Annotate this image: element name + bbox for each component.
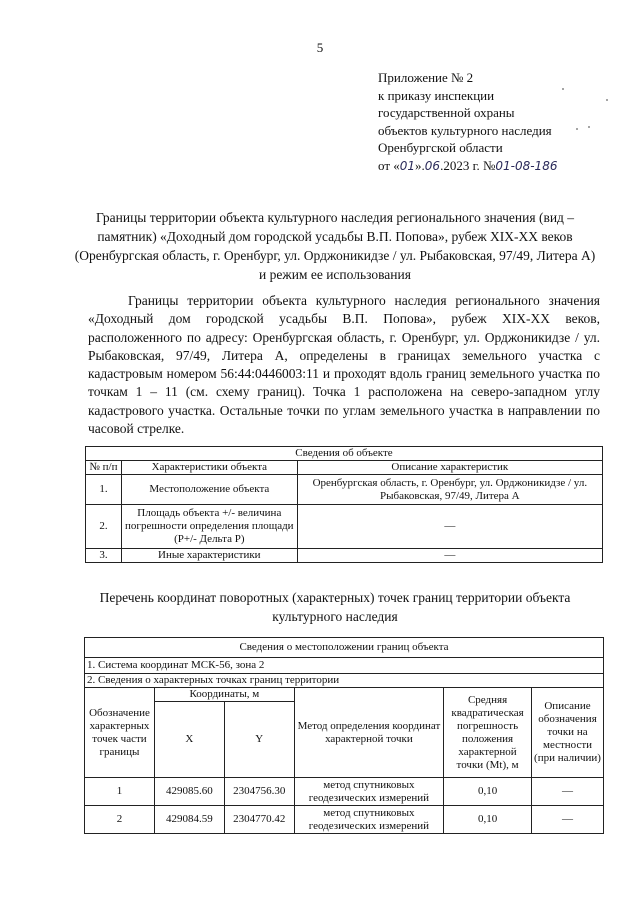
table-row — [86, 505, 603, 549]
order-date-line — [378, 157, 628, 176]
row-name: Местоположение объекта — [121, 475, 297, 505]
body-paragraph: Границы территории объекта культурного наследия регионального значения «Доходный дом городской усадьбы В.П. Попова», рубеж XIX-XX веков, расположенного по адресу: Оренбургская область, г. Оренбург, ул. Орджоникидзе / ул. Рыбаковская, 97/49, Литера А, определены в границах земельного участка с кадастровым номером 56:44:0446003:11 и проходят вдоль границ земельного участка по точкам 1 – 11 (см. схему границ). Точка 1 расположена на северо-западном углу кадастрового участка. Остальные точки по углам земельного участка в направлении по часовой стрелке. — [88, 293, 600, 437]
point-id: 1 — [85, 778, 155, 806]
scan-speck — [576, 128, 578, 130]
appendix-line: Оренбургской области — [378, 140, 503, 155]
row-number: 2. — [86, 505, 122, 549]
error: 0,10 — [444, 778, 532, 806]
page-number: 5 — [316, 40, 324, 55]
coord-y: 2304756.30 — [224, 778, 294, 806]
column-header: Описание обозначения точки на местности (при наличии) — [532, 688, 604, 778]
handwritten-order-number: 01-08-186 — [495, 158, 558, 173]
table-row — [85, 806, 604, 834]
row-desc: — — [297, 549, 602, 563]
coord-x: 429084.59 — [154, 806, 224, 834]
coordinate-system: 1. Система координат МСК-56, зона 2 — [85, 658, 604, 674]
column-header: Метод определения координат характерной точки — [294, 688, 443, 778]
table-row — [85, 778, 604, 806]
row-desc: — — [297, 505, 602, 549]
table-row — [86, 475, 603, 505]
table-row — [86, 549, 603, 563]
row-desc: Оренбургская область, г. Оренбург, ул. Орджоникидзе / ул. Рыбаковская, 97/49, Литера А — [297, 475, 602, 505]
object-info-table — [85, 446, 603, 563]
method: метод спутниковых геодезических измерений — [294, 778, 443, 806]
error: 0,10 — [444, 806, 532, 834]
appendix-line: государственной охраны — [378, 105, 515, 120]
document-title: Границы территории объекта культурного наследия регионального значения (вид – памятник) «Доходный дом городской усадьбы В.П. Попова», рубеж XIX-XX веков (Оренбургская область, г. Оренбург, ул. Орджоникидзе / ул. Рыбаковская, 97/49, Литера А) и режим ее использования — [74, 210, 596, 282]
row-number: 3. — [86, 549, 122, 563]
column-header: Обозначение характерных точек части границы — [85, 688, 155, 778]
point-id: 2 — [85, 806, 155, 834]
row-name: Иные характеристики — [121, 549, 297, 563]
points-caption: 2. Сведения о характерных точках границ территории — [85, 674, 604, 688]
column-header: X — [154, 702, 224, 778]
table-caption: Сведения о местоположении границ объекта — [85, 638, 604, 658]
date-separator: ». — [415, 157, 425, 173]
row-number: 1. — [86, 475, 122, 505]
appendix-line: объектов культурного наследия — [378, 122, 552, 138]
row-name: Площадь объекта +/- величина погрешности определения площади (Р+/- Дельта Р) — [121, 505, 297, 549]
coord-y: 2304770.42 — [224, 806, 294, 834]
scan-speck — [606, 99, 608, 101]
appendix-header — [378, 69, 628, 175]
point-desc: — — [532, 778, 604, 806]
scan-speck — [588, 126, 590, 128]
coordinates-table — [84, 637, 604, 834]
appendix-line: Приложение № 2 — [378, 70, 474, 85]
column-header: Координаты, м — [154, 688, 294, 702]
column-header: № п/п — [86, 461, 122, 475]
table-caption: Сведения об объекте — [86, 447, 603, 461]
point-desc: — — [532, 806, 604, 834]
date-prefix: от « — [378, 157, 400, 173]
coordinates-title: Перечень координат поворотных (характерных) точек границ территории объекта культурного наследия — [99, 590, 571, 624]
scan-speck — [562, 88, 564, 90]
coord-x: 429085.60 — [154, 778, 224, 806]
method: метод спутниковых геодезических измерений — [294, 806, 443, 834]
handwritten-day: 01 — [399, 158, 416, 173]
column-header: Описание характеристик — [297, 461, 602, 475]
column-header: Y — [224, 702, 294, 778]
column-header: Средняя квадратическая погрешность положения характерной точки (Мt), м — [444, 688, 532, 778]
handwritten-month: 06 — [424, 158, 441, 173]
appendix-line: к приказу инспекции — [378, 87, 495, 103]
column-header: Характеристики объекта — [121, 461, 297, 475]
date-year: .2023 г. № — [440, 157, 496, 173]
